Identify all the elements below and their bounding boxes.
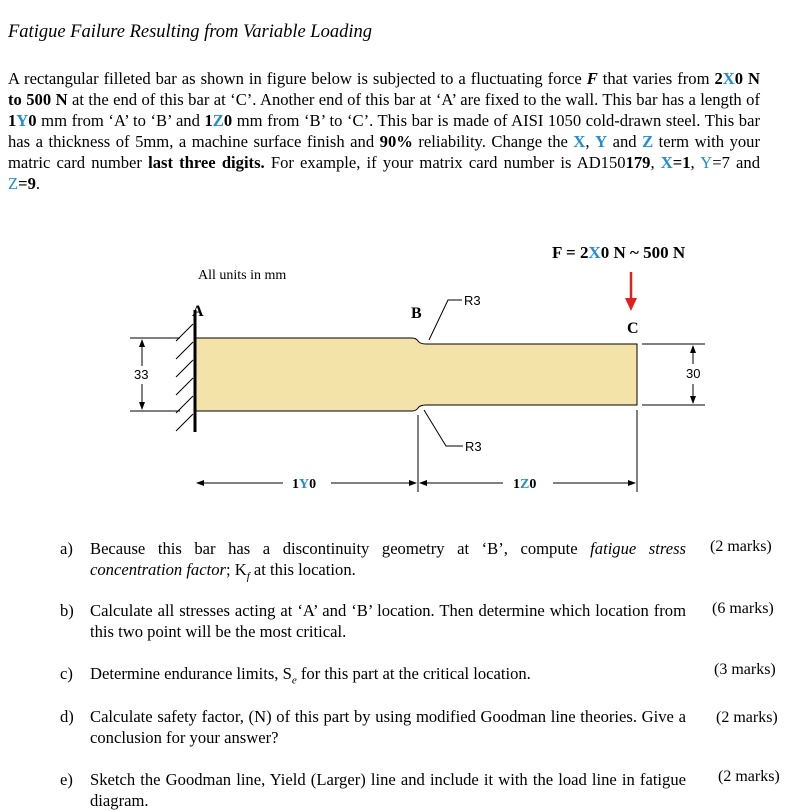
dimension-lengths — [197, 410, 637, 492]
fillet-radius-bottom: R3 — [465, 439, 482, 454]
question-text: Calculate safety factor, (N) of this part by using modified Goodman line theories. Give a conclusion for your answer? — [90, 707, 686, 747]
question-text: Because this bar has a discontinuity geometry at ‘B’, compute fatigue stress concentration factor; $K_f$ at this location. — [90, 539, 687, 583]
marks-d: (2 marks) — [716, 709, 778, 726]
problem-statement: A rectangular filleted bar as shown in figure below is subjected to a fluctuating force F that varies from 2X0 N to 500 N at the end of this bar at ‘C’. Another end of this bar at ‘A’ are fixed to the wall. This bar has a length of 1Y0 mm from ‘A’ to ‘B’ and 1Z0 mm from ‘B’ to ‘C’. This bar is made of AISI 1050 cold-drawn steel. This bar has a thickness of 5mm, a machine surface finish and 90% reliability. Change the X, Y and Z term with your matric card number last three digits. For example, if your matrix card number is AD150179, X=1, Y=7 and Z=9. — [8, 69, 761, 193]
marks-b: (6 marks) — [712, 600, 774, 617]
question-label: b) — [60, 601, 74, 620]
question-label: e) — [60, 770, 73, 789]
label-b: B — [411, 305, 422, 322]
marks-e: (2 marks) — [718, 768, 780, 785]
question-label: c) — [60, 664, 73, 683]
bar-figure — [0, 220, 810, 500]
fillet-leader-top — [429, 300, 462, 340]
question-text: Sketch the Goodman line, Yield (Larger) line and include it with the load line in fatigue diagram. — [90, 770, 686, 810]
question-text: Determine endurance limits, $S_e$ for this part at the critical location. — [90, 664, 531, 687]
length-bc: 1Z0 — [513, 477, 537, 492]
label-c: C — [627, 320, 639, 337]
marks-c: (3 marks) — [714, 661, 776, 678]
force-arrow-icon — [625, 272, 637, 311]
fillet-leader-bottom — [424, 410, 463, 446]
question-label: d) — [60, 707, 74, 726]
dimension-right — [642, 344, 705, 405]
dim-height-right: 30 — [686, 366, 701, 381]
length-ab: 1Y0 — [292, 477, 317, 492]
fillet-radius-top: R3 — [464, 293, 481, 308]
page-title: Fatigue Failure Resulting from Variable Loading — [8, 22, 372, 42]
force-label: F = 2X0 N ~ 500 N — [552, 243, 686, 262]
question-text: Calculate all stresses acting at ‘A’ and ‘B’ location. Then determine which location from this two point will be the most critical. — [90, 601, 686, 641]
question-label: a) — [60, 539, 73, 558]
marks-a: (2 marks) — [710, 538, 772, 555]
filleted-bar — [196, 338, 637, 411]
dimension-left — [130, 338, 180, 411]
units-note: All units in mm — [198, 268, 287, 283]
label-a: A — [192, 303, 204, 320]
wall — [176, 310, 195, 432]
dim-height-left: 33 — [134, 367, 149, 382]
